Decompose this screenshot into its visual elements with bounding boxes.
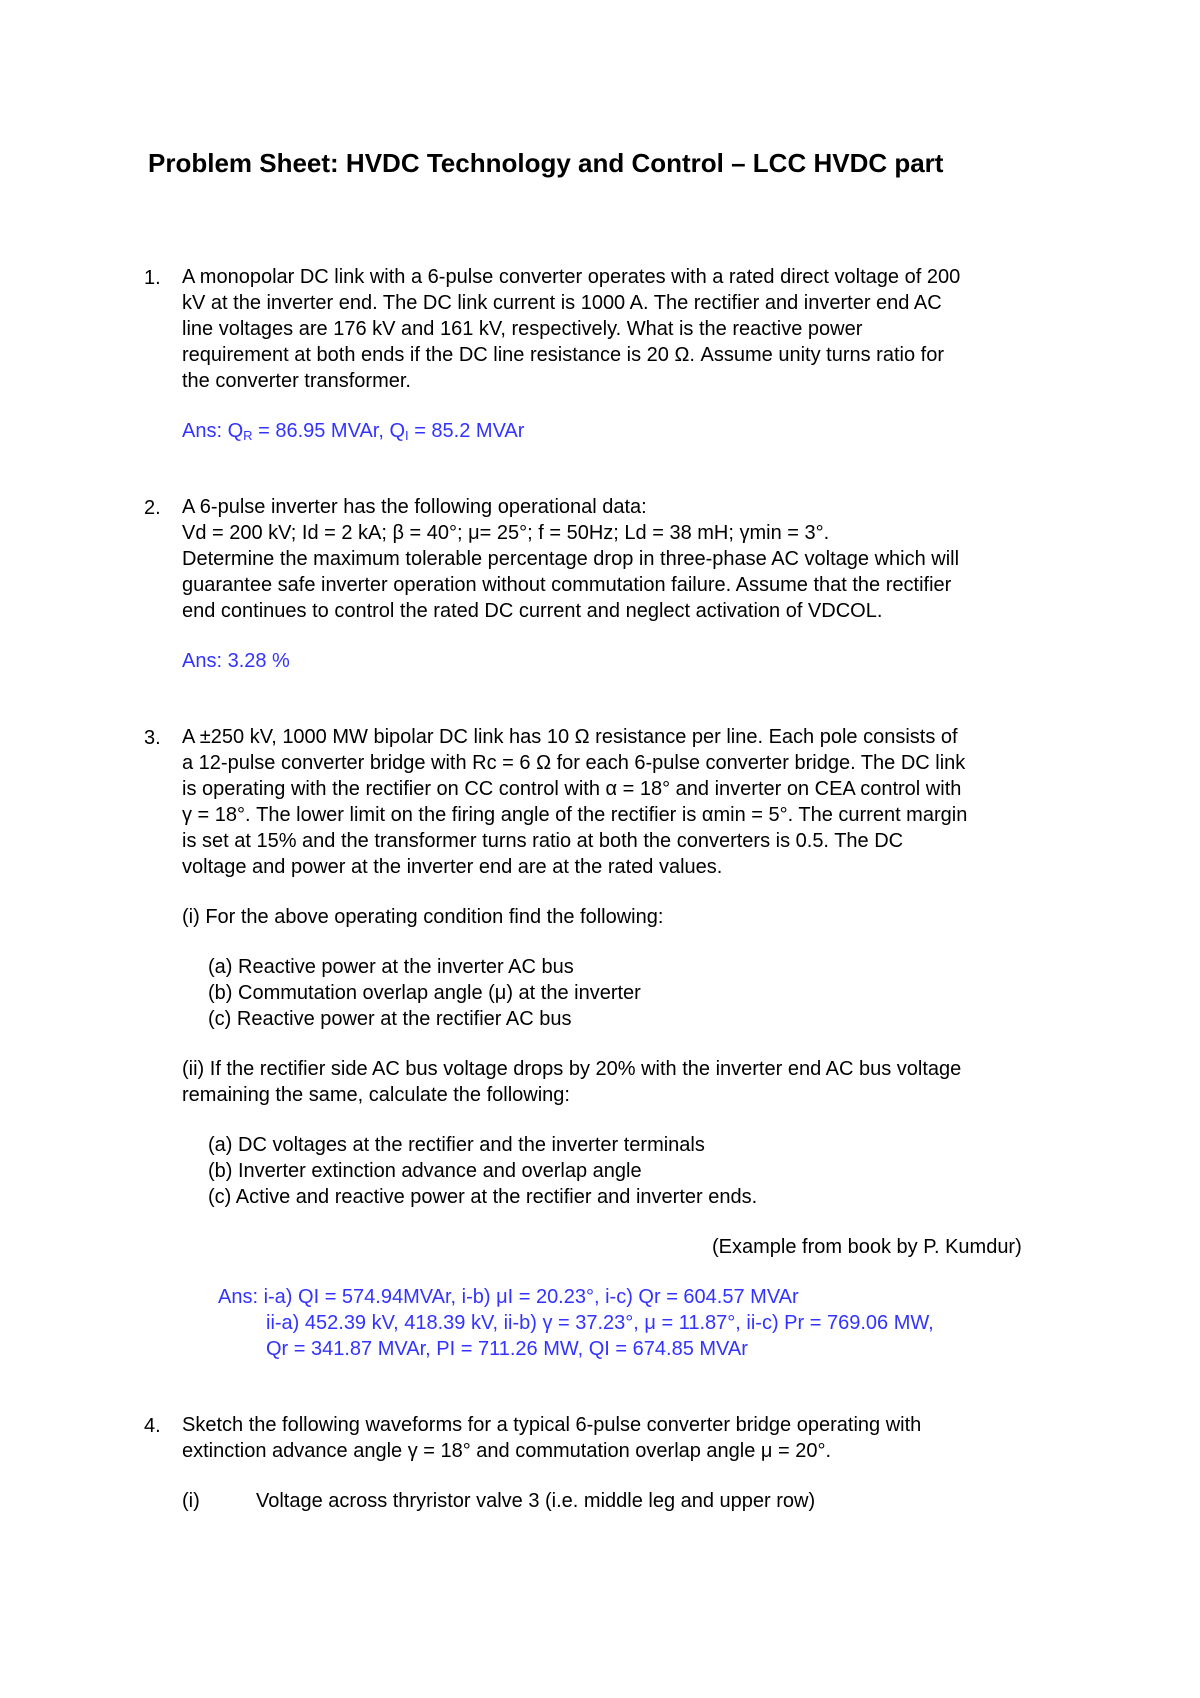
problem-2-line: end continues to control the rated DC current and neglect activation of VDCOL. (182, 600, 883, 622)
problem-3-answer-line: Qr = 341.87 MVAr, PI = 711.26 MW, QI = 674.85 MVAr (266, 1338, 748, 1360)
problem-3-line: A ±250 kV, 1000 MW bipolar DC link has 10 Ω resistance per line. Each pole consists of (182, 726, 958, 748)
problem-1-line: the converter transformer. (182, 370, 411, 392)
problem-4-line: extinction advance angle γ = 18° and commutation overlap angle μ = 20°. (182, 1440, 832, 1462)
problem-1-line: line voltages are 176 kV and 161 kV, respectively. What is the reactive power (182, 318, 863, 340)
problem-4-item-label: (i) (182, 1490, 200, 1512)
problem-3-number: 3. (144, 727, 161, 749)
problem-2-number: 2. (144, 497, 161, 519)
problem-4-line: Sketch the following waveforms for a typical 6-pulse converter bridge operating with (182, 1414, 922, 1436)
problem-2-line: guarantee safe inverter operation without commutation failure. Assume that the rectifier (182, 574, 952, 596)
problem-3-part-ii-intro: remaining the same, calculate the following: (182, 1084, 570, 1106)
problem-2-line: Determine the maximum tolerable percentage drop in three-phase AC voltage which will (182, 548, 960, 570)
problem-3-answer-line: Ans: i-a) QI = 574.94MVAr, i-b) μI = 20.23°, i-c) Qr = 604.57 MVAr (218, 1286, 799, 1308)
problem-1-answer: Ans: $Q_R = 86.95$ MVAr, $Q_I = 85.2$ MVAr (182, 420, 525, 443)
problem-3-answer-line: ii-a) 452.39 kV, 418.39 kV, ii-b) γ = 37.23°, μ = 11.87°, ii-c) Pr = 769.06 MW, (266, 1312, 934, 1334)
problem-3-part-ii-item: (c) Active and reactive power at the rectifier and inverter ends. (208, 1186, 758, 1208)
problem-1-line: A monopolar DC link with a 6-pulse converter operates with a rated direct voltage of 200 (182, 266, 961, 288)
problem-3-line: a 12-pulse converter bridge with Rc = 6 Ω for each 6-pulse converter bridge. The DC link (182, 752, 966, 774)
problem-3-line: γ = 18°. The lower limit on the firing angle of the rectifier is αmin = 5°. The current margin (182, 804, 968, 826)
problem-3-part-ii-item: (b) Inverter extinction advance and overlap angle (208, 1160, 642, 1182)
problem-1-line: kV at the inverter end. The DC link current is 1000 A. The rectifier and inverter end AC (182, 292, 942, 314)
problem-2-data-line: Vd = 200 kV; Id = 2 kA; β = 40°; μ= 25°; f = 50Hz; Ld = 38 mH; γmin = 3°. (182, 522, 830, 544)
problem-3-line: is operating with the rectifier on CC control with α = 18° and inverter on CEA control with (182, 778, 962, 800)
problem-3-line: is set at 15% and the transformer turns ratio at both the converters is 0.5. The DC (182, 830, 904, 852)
problem-3-part-i-item: (a) Reactive power at the inverter AC bus (208, 956, 574, 978)
problem-1-line: requirement at both ends if the DC line resistance is 20 Ω. Assume unity turns ratio for (182, 344, 944, 366)
problem-4-item-text: Voltage across thryristor valve 3 (i.e. middle leg and upper row) (256, 1490, 816, 1512)
problem-4-number: 4. (144, 1415, 161, 1437)
problem-3-part-i-item: (b) Commutation overlap angle (μ) at the inverter (208, 982, 641, 1004)
problem-1-number: 1. (144, 267, 161, 289)
problem-3-part-ii-item: (a) DC voltages at the rectifier and the inverter terminals (208, 1134, 705, 1156)
problem-2-answer: Ans: 3.28 % (182, 650, 290, 672)
problem-3-line: voltage and power at the inverter end are at the rated values. (182, 856, 723, 878)
problem-3-part-i-intro: (i) For the above operating condition find the following: (182, 906, 664, 928)
problem-2-line: A 6-pulse inverter has the following operational data: (182, 496, 647, 518)
problem-3-source-note: (Example from book by P. Kumdur) (712, 1236, 1022, 1258)
page-title: Problem Sheet: HVDC Technology and Control – LCC HVDC part (148, 148, 944, 178)
problem-3-part-i-item: (c) Reactive power at the rectifier AC bus (208, 1008, 572, 1030)
problem-3-part-ii-intro: (ii) If the rectifier side AC bus voltage drops by 20% with the inverter end AC bus voltage (182, 1058, 962, 1080)
